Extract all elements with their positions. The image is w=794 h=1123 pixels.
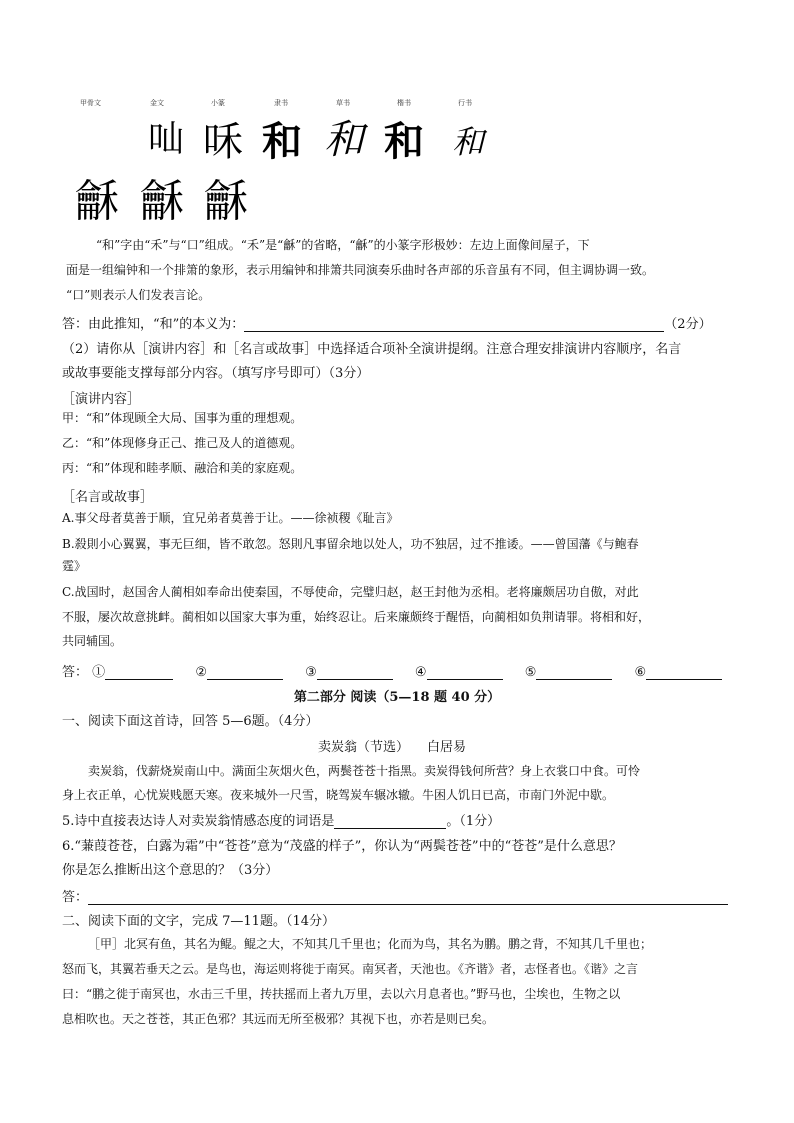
label-oracle: 甲骨文 bbox=[80, 99, 101, 107]
q6-answer-line bbox=[62, 886, 732, 905]
passage-jia-line-2: 怒而飞，其翼若垂天之云。是鸟也，海运则将徙于南冥。南冥者，天池也。《齐谐》者，志怪者也。《谐》之言 bbox=[62, 962, 639, 976]
quote-c-line-3: 共同辅国。 bbox=[62, 634, 123, 648]
q6-answer-blank[interactable] bbox=[88, 890, 728, 905]
answer-blank-3[interactable] bbox=[317, 665, 393, 680]
passage-jia-line-4: 息相吹也。天之苍苍，其正色邪？其远而无所至极邪？其视下也，亦若是则已矣。 bbox=[62, 1012, 495, 1026]
poem-author: 白居易 bbox=[427, 740, 467, 755]
answer-mark-3: ③ bbox=[305, 665, 317, 680]
poem-line-1: 卖炭翁，伐薪烧炭南山中。满面尘灰烟火色，两鬓苍苍十指黑。卖炭得钱何所营？身上衣裳口中食。可怜 bbox=[88, 764, 641, 778]
answer-mark-1: ① bbox=[92, 665, 106, 680]
part2-title: 第二部分 阅读（5—18 题 40 分） bbox=[293, 690, 501, 705]
q6-line-1: 6.“蒹葭苍苍，白露为霜”中“苍苍”意为“茂盛的样子”，你认为“两鬓苍苍”中的“苍苍”是什么意思？ bbox=[62, 839, 622, 854]
speech-item-jia: 甲：“和”体现顾全大局、国事为重的理想观。 bbox=[62, 411, 303, 425]
glyph-running: 和 bbox=[452, 123, 485, 161]
seal-glyph-3: 龢 bbox=[204, 176, 254, 227]
answer-blank-4[interactable] bbox=[427, 665, 503, 680]
quotes-header: ［名言或故事］ bbox=[62, 490, 154, 505]
q5-end: 。（1分） bbox=[446, 814, 501, 829]
answer-blank-2[interactable] bbox=[207, 665, 283, 680]
quote-c-line-1: C.战国时，赵国舍人蔺相如奉命出使秦国，不辱使命，完璧归赵，赵王封他为丞相。老将廉颇居功自傲，对此 bbox=[62, 585, 639, 599]
speech-item-bing: 丙：“和”体现和睦孝顺、融洽和美的家庭观。 bbox=[62, 461, 303, 475]
glyph-seal: 咊 bbox=[203, 119, 243, 165]
q2-line-1: （2）请你从［演讲内容］和［名言或故事］中选择适合项补全演讲提纲。注意合理安排演讲内容顺序，名言 bbox=[62, 342, 682, 357]
q6-answer-label: 答： bbox=[62, 890, 89, 905]
q5-text: 5.诗中直接表达诗人对卖炭翁情感态度的词语是 bbox=[62, 814, 335, 829]
quote-b-line-1: B.殺則小心翼翼，事无巨细，皆不敢忽。怒則凡事留余地以处人，功不独居，过不推诿。——曾国藩《与鲍春 bbox=[62, 537, 639, 551]
label-bronze: 金文 bbox=[150, 99, 164, 107]
q6-line-2: 你是怎么推断出这个意思的？（3分） bbox=[62, 863, 279, 878]
seal-glyph-2: 龢 bbox=[140, 176, 190, 227]
answer-blanks-row bbox=[62, 661, 722, 680]
passage-jia-line-3: 曰：“鹏之徙于南冥也，水击三千里，抟扶摇而上者九万里，去以六月息者也。”野马也，尘埃也，生物之以 bbox=[62, 987, 621, 1001]
label-cursive: 草书 bbox=[336, 99, 350, 107]
label-clerical: 隶书 bbox=[274, 99, 288, 107]
answer-mark-2: ② bbox=[195, 665, 207, 680]
q5-line bbox=[62, 810, 500, 829]
poem-title: 卖炭翁（节选） bbox=[318, 740, 410, 755]
label-small-seal: 小篆 bbox=[211, 99, 225, 107]
speech-header: ［演讲内容］ bbox=[62, 392, 141, 407]
q5-answer-blank[interactable] bbox=[334, 814, 446, 829]
answer-prefix: 答： bbox=[62, 665, 89, 680]
glyph-bronze: 𠮿 bbox=[148, 119, 185, 160]
poem-title-row bbox=[318, 736, 466, 755]
intro-line-1: “和”字由“禾”与“口”组成。“禾”是“龢”的省略，“龢”的小篆字形极妙：左边上面像间屋子，下 bbox=[96, 238, 590, 252]
quote-b-line-2: 霆》 bbox=[62, 559, 87, 573]
quote-c-line-2: 不服，屡次故意挑衅。蔺相如以国家大事为重，始终忍让。后来廉颇终于醒悟，向蔺相如负荆请罪。将相和好， bbox=[62, 610, 651, 624]
glyph-regular: 和 bbox=[384, 118, 424, 165]
intro-line-2: 面是一组编钟和一个排箫的象形，表示用编钟和排箫共同演奏乐曲时各声部的乐音虽有不同，但主调协调一致。 bbox=[66, 263, 655, 277]
seal-glyph-1: 龢 bbox=[75, 176, 125, 227]
label-running: 行书 bbox=[458, 99, 472, 107]
label-regular: 楷书 bbox=[397, 99, 411, 107]
passage-jia-line-1: ［甲］北冥有鱼，其名为鲲。鲲之大，不知其几千里也；化而为鸟，其名为鹏。鹏之背，不知其几千里也； bbox=[88, 937, 653, 951]
q1-label: 答：由此推知，“和”的本义为： bbox=[62, 317, 245, 332]
sec2-header: 二、阅读下面的文字，完成 7—11题。（14分） bbox=[62, 914, 335, 929]
q1-answer-blank[interactable] bbox=[244, 317, 664, 332]
answer-mark-4: ④ bbox=[414, 665, 427, 680]
speech-item-yi: 乙：“和”体现修身正己、推己及人的道德观。 bbox=[62, 436, 303, 450]
answer-blank-5[interactable] bbox=[536, 665, 612, 680]
q1-score: （2分） bbox=[664, 317, 712, 332]
answer-blank-1[interactable] bbox=[105, 665, 173, 680]
q2-line-2: 或故事要能支撑每部分内容。（填写序号即可）（3分） bbox=[62, 366, 370, 381]
sec1-header: 一、阅读下面这首诗，回答 5—6题。（4分） bbox=[62, 714, 319, 729]
poem-line-2: 身上衣正单，心忧炭贱愿天寒。夜来城外一尺雪，晓驾炭车辗冰辙。牛困人饥日已高，市南门外泥中歇。 bbox=[62, 788, 615, 802]
answer-mark-5: ⑤ bbox=[524, 665, 537, 680]
intro-line-3: “口”则表示人们发表言论。 bbox=[66, 288, 211, 302]
answer-blank-6[interactable] bbox=[646, 665, 722, 680]
glyph-cursive: 和 bbox=[324, 117, 364, 163]
q1-line bbox=[62, 313, 732, 332]
glyph-clerical: 和 bbox=[262, 118, 302, 165]
answer-mark-6: ⑥ bbox=[634, 665, 647, 680]
quote-a: A.事父母者莫善于顺，宜兄弟者莫善于让。——徐祯稷《耻言》 bbox=[62, 511, 399, 525]
